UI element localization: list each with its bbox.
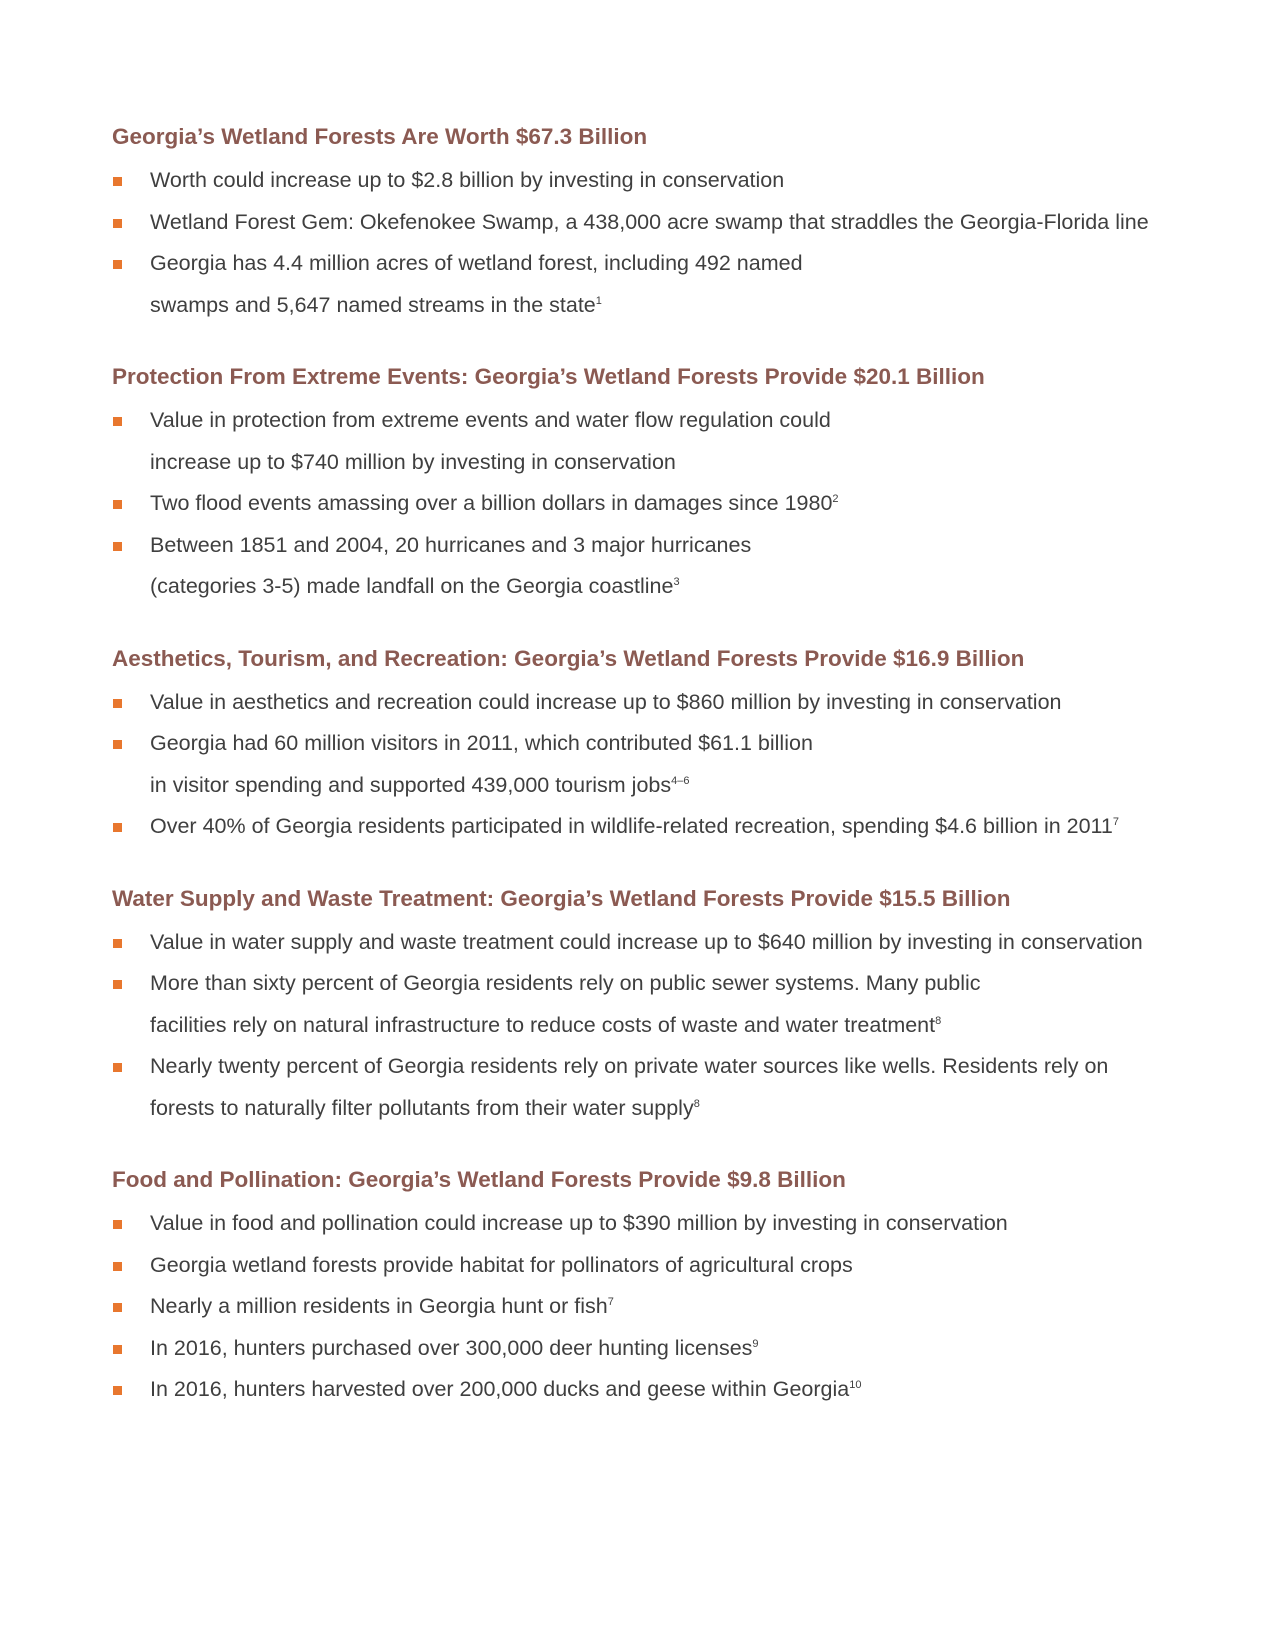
bullet-text-line bbox=[150, 442, 1232, 484]
section-heading: Food and Pollination: Georgia’s Wetland Forests Provide $9.8 Billion bbox=[112, 1167, 846, 1192]
bullet-item bbox=[112, 723, 1232, 806]
square-bullet-icon bbox=[113, 1262, 122, 1271]
bullet-text-line bbox=[150, 1203, 1232, 1245]
bullet-text-line bbox=[150, 1005, 1232, 1047]
bullet-text: Worth could increase up to $2.8 billion by investing in conservation bbox=[150, 168, 785, 192]
bullet-text-line bbox=[150, 765, 1232, 807]
bullet-text: forests to naturally filter pollutants from their water supply bbox=[150, 1095, 694, 1120]
square-bullet-icon bbox=[113, 500, 122, 509]
section-heading: Water Supply and Waste Treatment: Georgia’s Wetland Forests Provide $15.5 Billion bbox=[112, 885, 1011, 911]
bullet-text: More than sixty percent of Georgia residents rely on public sewer systems. Many public bbox=[150, 971, 981, 995]
bullet-text: Value in water supply and waste treatment could increase up to $640 million by investing in conservation bbox=[150, 929, 1143, 954]
bullet-item bbox=[112, 1046, 1232, 1129]
footnote-reference: 10 bbox=[849, 1378, 862, 1391]
bullet-text-line bbox=[150, 723, 1232, 765]
square-bullet-icon bbox=[113, 1386, 122, 1395]
bullet-text: Over 40% of Georgia residents participated in wildlife-related recreation, spending $4.6 billion in 2011 bbox=[150, 814, 1113, 838]
bullet-text-line bbox=[150, 963, 1232, 1005]
footnote-reference: 7 bbox=[607, 1295, 614, 1308]
bullet-item bbox=[112, 202, 1232, 244]
bullet-text: In 2016, hunters purchased over 300,000 deer hunting licenses bbox=[150, 1335, 753, 1360]
footnote-reference: 9 bbox=[752, 1337, 759, 1350]
section bbox=[112, 1163, 1232, 1411]
bullet-item bbox=[112, 1245, 1232, 1287]
bullet-item bbox=[112, 806, 1232, 848]
bullet-text: Georgia wetland forests provide habitat for pollinators of agricultural crops bbox=[150, 1252, 853, 1277]
section bbox=[112, 360, 1232, 608]
bullet-text: Nearly a million residents in Georgia hunt or fish bbox=[150, 1294, 608, 1318]
bullet-text: Value in aesthetics and recreation could increase up to $860 million by investing in conservation bbox=[150, 689, 1062, 714]
bullet-item bbox=[112, 243, 1232, 326]
bullet-text: in visitor spending and supported 439,000 tourism jobs bbox=[150, 772, 672, 797]
bullet-text-line bbox=[150, 806, 1232, 848]
bullet-item bbox=[112, 682, 1232, 724]
bullet-text-line bbox=[150, 525, 1232, 567]
square-bullet-icon bbox=[113, 699, 122, 708]
footnote-reference: 1 bbox=[595, 294, 602, 307]
section-heading: Georgia’s Wetland Forests Are Worth $67.3 Billion bbox=[112, 124, 648, 149]
bullet-text-line bbox=[150, 1046, 1232, 1088]
bullet-item bbox=[112, 160, 1232, 202]
square-bullet-icon bbox=[113, 219, 122, 228]
bullet-text-line bbox=[150, 1369, 1232, 1411]
footnote-reference: 8 bbox=[693, 1097, 700, 1110]
square-bullet-icon bbox=[113, 1303, 122, 1312]
bullet-text: Nearly twenty percent of Georgia residents rely on private water sources like wells. Residents rely on bbox=[150, 1054, 1109, 1078]
bullet-text: Value in protection from extreme events and water flow regulation could bbox=[150, 408, 831, 432]
bullet-text: Between 1851 and 2004, 20 hurricanes and 3 major hurricanes bbox=[150, 532, 752, 557]
bullet-item bbox=[112, 400, 1232, 483]
section bbox=[112, 882, 1232, 1130]
footnote-reference: 8 bbox=[935, 1014, 942, 1027]
square-bullet-icon bbox=[113, 417, 122, 426]
bullet-text-line bbox=[150, 1245, 1232, 1287]
bullet-item bbox=[112, 1286, 1232, 1328]
bullet-text-line bbox=[150, 483, 1232, 525]
bullet-item bbox=[112, 1369, 1232, 1411]
bullet-text: Wetland Forest Gem: Okefenokee Swamp, a 438,000 acre swamp that straddles the Georgia-Florida line bbox=[150, 209, 1149, 234]
bullet-item bbox=[112, 922, 1232, 964]
bullet-item bbox=[112, 963, 1232, 1046]
bullet-text: In 2016, hunters harvested over 200,000 ducks and geese within Georgia bbox=[150, 1377, 850, 1401]
square-bullet-icon bbox=[113, 740, 122, 749]
bullet-item bbox=[112, 1328, 1232, 1370]
bullet-text: Georgia has 4.4 million acres of wetland forest, including 492 named bbox=[150, 251, 803, 275]
bullet-text-line bbox=[150, 243, 1232, 285]
square-bullet-icon bbox=[113, 1063, 122, 1072]
section bbox=[112, 120, 1232, 326]
bullet-text: increase up to $740 million by investing in conservation bbox=[150, 449, 676, 474]
bullet-text-line bbox=[150, 285, 1232, 327]
square-bullet-icon bbox=[113, 823, 122, 832]
footnote-reference: 3 bbox=[673, 575, 680, 588]
footnote-reference: 7 bbox=[1112, 815, 1120, 828]
section bbox=[112, 642, 1232, 848]
fact-sheet-content bbox=[112, 120, 1232, 1445]
square-bullet-icon bbox=[113, 939, 122, 948]
footnote-reference: 4–6 bbox=[671, 774, 690, 787]
bullet-text-line bbox=[150, 1088, 1232, 1130]
bullet-item bbox=[112, 483, 1232, 525]
bullet-text: (categories 3-5) made landfall on the Georgia coastline bbox=[150, 574, 674, 598]
section-heading: Aesthetics, Tourism, and Recreation: Georgia’s Wetland Forests Provide $16.9 Billion bbox=[112, 645, 1025, 671]
bullet-text-line bbox=[150, 400, 1232, 442]
bullet-item bbox=[112, 525, 1232, 608]
bullet-text: Value in food and pollination could increase up to $390 million by investing in conservation bbox=[150, 1211, 1008, 1235]
square-bullet-icon bbox=[113, 177, 122, 186]
bullet-text-line bbox=[150, 1286, 1232, 1328]
footnote-reference: 2 bbox=[832, 492, 839, 505]
bullet-text: facilities rely on natural infrastructure to reduce costs of waste and water treatment bbox=[150, 1012, 936, 1037]
bullet-text: swamps and 5,647 named streams in the state bbox=[150, 292, 596, 317]
bullet-text-line bbox=[150, 160, 1232, 202]
section-heading: Protection From Extreme Events: Georgia’s Wetland Forests Provide $20.1 Billion bbox=[112, 364, 985, 389]
square-bullet-icon bbox=[113, 1220, 122, 1229]
square-bullet-icon bbox=[113, 260, 122, 269]
bullet-item bbox=[112, 1203, 1232, 1245]
bullet-text: Georgia had 60 million visitors in 2011, which contributed $61.1 billion bbox=[150, 731, 813, 755]
bullet-text-line bbox=[150, 566, 1232, 608]
bullet-text: Two flood events amassing over a billion dollars in damages since 1980 bbox=[150, 491, 833, 515]
bullet-text-line bbox=[150, 682, 1232, 724]
bullet-text-line bbox=[150, 1328, 1232, 1370]
bullet-text-line bbox=[150, 202, 1232, 244]
square-bullet-icon bbox=[113, 980, 122, 989]
bullet-text-line bbox=[150, 922, 1232, 964]
square-bullet-icon bbox=[113, 1345, 122, 1354]
square-bullet-icon bbox=[113, 542, 122, 551]
